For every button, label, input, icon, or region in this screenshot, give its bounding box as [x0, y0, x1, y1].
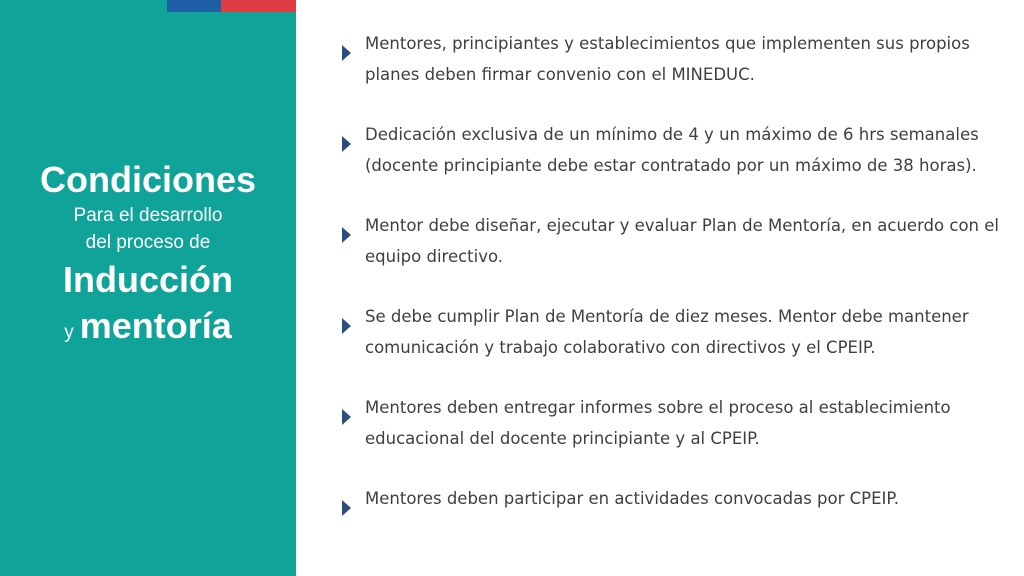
bullet-arrow-icon [342, 227, 351, 243]
subtitle-line-1: Para el desarrollo [73, 205, 223, 226]
list-item [340, 28, 1010, 90]
title-mentoria-line [0, 304, 296, 355]
bullet-arrow-icon [342, 45, 351, 61]
flag-stripe-red [221, 0, 296, 12]
flag-stripe-blue [167, 0, 221, 12]
bullet-arrow-icon [342, 136, 351, 152]
list-item [340, 210, 1010, 272]
title-induccion: Inducción [63, 259, 233, 300]
title-condiciones: Condiciones [39, 159, 257, 200]
list-item-text: Mentores deben entregar informes sobre el proceso al establecimiento educacional del docente principiante y al CPEIP. [365, 398, 951, 448]
title-connector: y [64, 322, 74, 343]
list-item [340, 119, 1010, 181]
list-item [340, 301, 1010, 363]
subtitle-line-2: del proceso de [85, 232, 211, 253]
list-item-text: Mentores, principiantes y establecimientos que implementen sus propios planes deben firmar convenio con el MINEDUC. [365, 34, 970, 84]
bullet-arrow-icon [342, 500, 351, 516]
bullet-arrow-icon [342, 318, 351, 334]
list-item-text: Se debe cumplir Plan de Mentoría de diez meses. Mentor debe mantener comunicación y trabajo colaborativo con directivos y el CPEIP. [365, 307, 969, 357]
list-item-text: Mentor debe diseñar, ejecutar y evaluar Plan de Mentoría, en acuerdo con el equipo directivo. [365, 216, 999, 266]
list-item-text: Dedicación exclusiva de un mínimo de 4 y un máximo de 6 hrs semanales (docente principiante debe estar contratado por un máximo de 38 horas). [365, 125, 979, 175]
list-item-text: Mentores deben participar en actividades convocadas por CPEIP. [365, 489, 900, 508]
title-mentoria: mentoría [79, 305, 232, 346]
sidebar-title-block [0, 158, 296, 355]
list-item [340, 483, 1010, 514]
bullet-arrow-icon [342, 409, 351, 425]
conditions-list [340, 28, 1010, 543]
list-item [340, 392, 1010, 454]
